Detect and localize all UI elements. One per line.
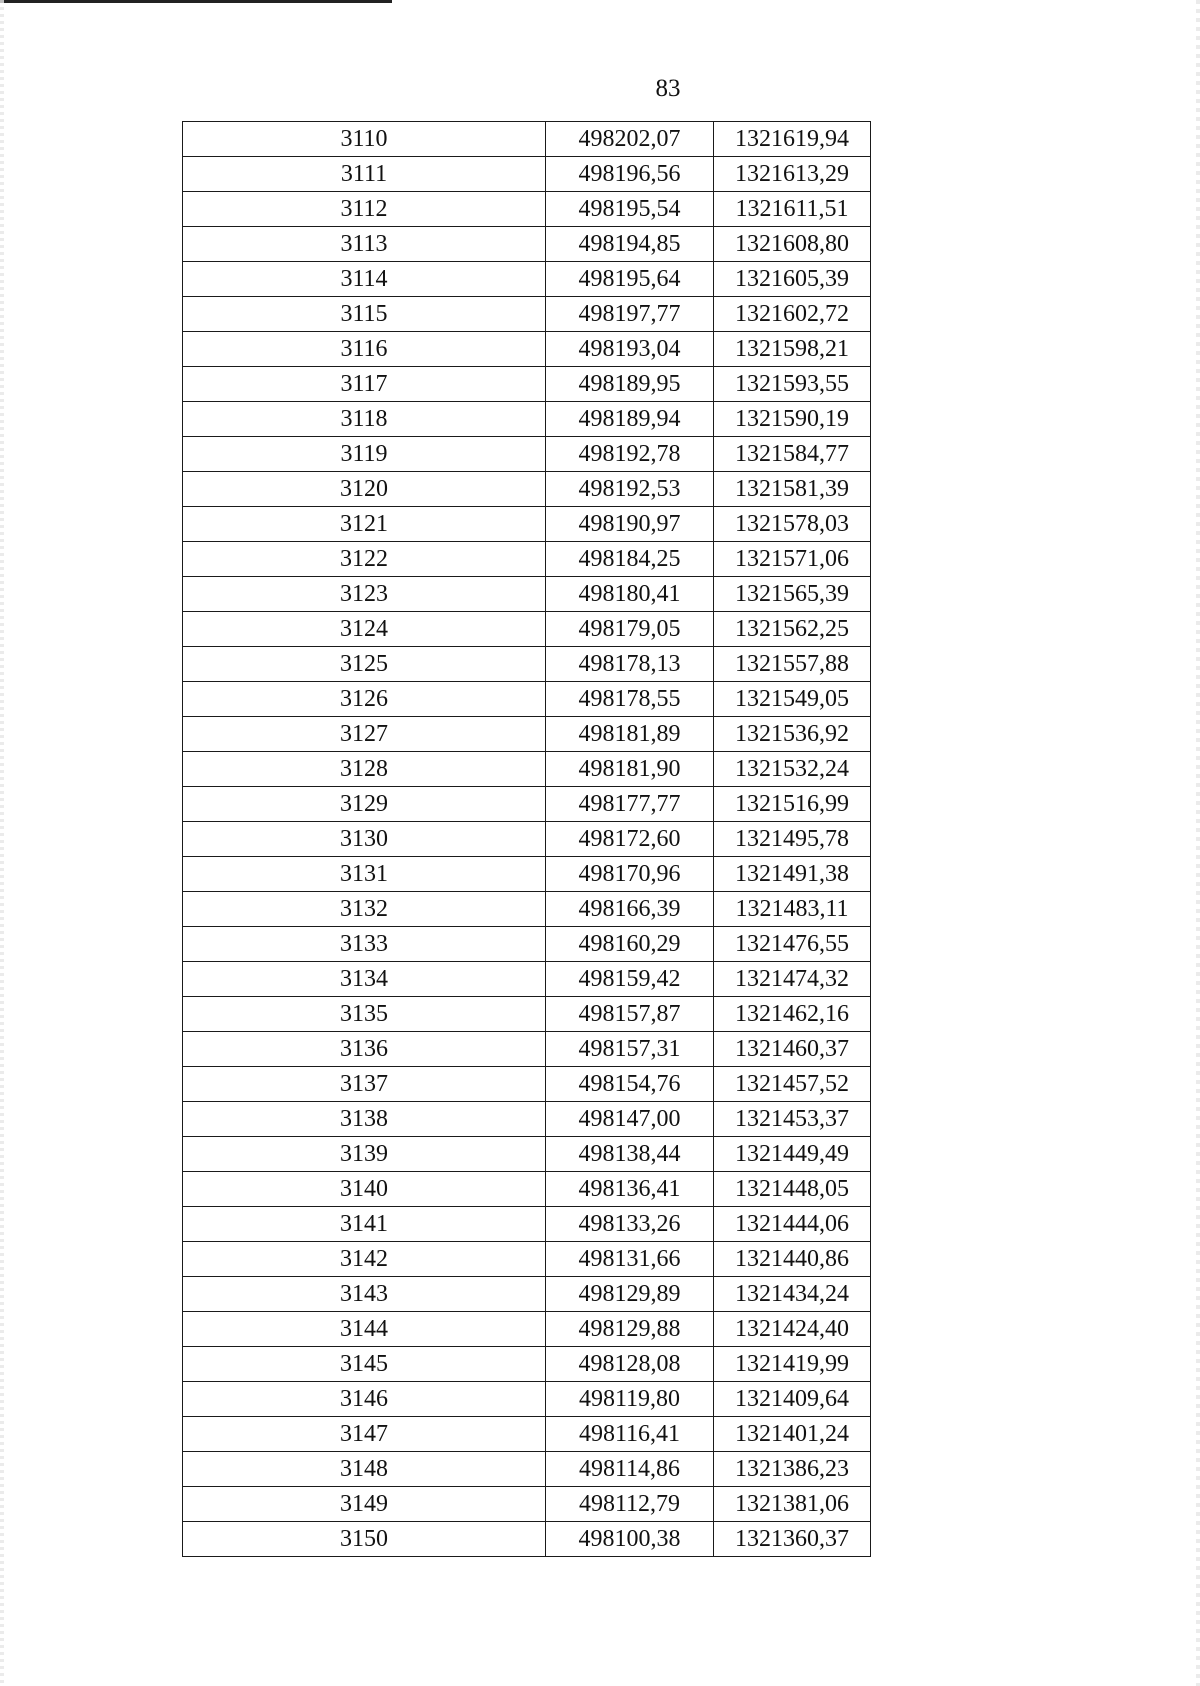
x-coordinate-cell: 498181,89 bbox=[546, 717, 714, 752]
table-row bbox=[183, 612, 871, 647]
table-row bbox=[183, 367, 871, 402]
x-coordinate-cell: 498184,25 bbox=[546, 542, 714, 577]
point-number-cell: 3126 bbox=[183, 682, 546, 717]
point-number-cell: 3110 bbox=[183, 122, 546, 157]
x-coordinate-cell: 498159,42 bbox=[546, 962, 714, 997]
point-number-cell: 3136 bbox=[183, 1032, 546, 1067]
table-row bbox=[183, 927, 871, 962]
y-coordinate-cell: 1321401,24 bbox=[714, 1417, 871, 1452]
point-number-cell: 3143 bbox=[183, 1277, 546, 1312]
point-number-cell: 3129 bbox=[183, 787, 546, 822]
x-coordinate-cell: 498128,08 bbox=[546, 1347, 714, 1382]
table-row bbox=[183, 997, 871, 1032]
table-row bbox=[183, 297, 871, 332]
table-row bbox=[183, 822, 871, 857]
table-row bbox=[183, 1417, 871, 1452]
table-row bbox=[183, 542, 871, 577]
point-number-cell: 3142 bbox=[183, 1242, 546, 1277]
table-row bbox=[183, 1032, 871, 1067]
point-number-cell: 3145 bbox=[183, 1347, 546, 1382]
table-row bbox=[183, 507, 871, 542]
table-row bbox=[183, 1102, 871, 1137]
scan-edge-right bbox=[1196, 0, 1200, 1686]
y-coordinate-cell: 1321584,77 bbox=[714, 437, 871, 472]
scan-edge-left bbox=[0, 0, 4, 1686]
point-number-cell: 3119 bbox=[183, 437, 546, 472]
point-number-cell: 3123 bbox=[183, 577, 546, 612]
y-coordinate-cell: 1321474,32 bbox=[714, 962, 871, 997]
point-number-cell: 3146 bbox=[183, 1382, 546, 1417]
point-number-cell: 3127 bbox=[183, 717, 546, 752]
x-coordinate-cell: 498172,60 bbox=[546, 822, 714, 857]
table-row bbox=[183, 1452, 871, 1487]
table-row bbox=[183, 227, 871, 262]
x-coordinate-cell: 498114,86 bbox=[546, 1452, 714, 1487]
table-row bbox=[183, 332, 871, 367]
header-rule bbox=[0, 0, 392, 3]
x-coordinate-cell: 498154,76 bbox=[546, 1067, 714, 1102]
x-coordinate-cell: 498178,13 bbox=[546, 647, 714, 682]
y-coordinate-cell: 1321381,06 bbox=[714, 1487, 871, 1522]
point-number-cell: 3135 bbox=[183, 997, 546, 1032]
table-row bbox=[183, 1277, 871, 1312]
point-number-cell: 3124 bbox=[183, 612, 546, 647]
x-coordinate-cell: 498196,56 bbox=[546, 157, 714, 192]
point-number-cell: 3113 bbox=[183, 227, 546, 262]
coordinates-table-body bbox=[183, 122, 871, 1557]
table-row bbox=[183, 1172, 871, 1207]
point-number-cell: 3114 bbox=[183, 262, 546, 297]
x-coordinate-cell: 498202,07 bbox=[546, 122, 714, 157]
x-coordinate-cell: 498157,87 bbox=[546, 997, 714, 1032]
y-coordinate-cell: 1321453,37 bbox=[714, 1102, 871, 1137]
y-coordinate-cell: 1321549,05 bbox=[714, 682, 871, 717]
point-number-cell: 3134 bbox=[183, 962, 546, 997]
point-number-cell: 3141 bbox=[183, 1207, 546, 1242]
y-coordinate-cell: 1321557,88 bbox=[714, 647, 871, 682]
x-coordinate-cell: 498192,53 bbox=[546, 472, 714, 507]
point-number-cell: 3150 bbox=[183, 1522, 546, 1557]
x-coordinate-cell: 498100,38 bbox=[546, 1522, 714, 1557]
table-row bbox=[183, 122, 871, 157]
y-coordinate-cell: 1321619,94 bbox=[714, 122, 871, 157]
y-coordinate-cell: 1321424,40 bbox=[714, 1312, 871, 1347]
y-coordinate-cell: 1321590,19 bbox=[714, 402, 871, 437]
y-coordinate-cell: 1321476,55 bbox=[714, 927, 871, 962]
x-coordinate-cell: 498112,79 bbox=[546, 1487, 714, 1522]
x-coordinate-cell: 498177,77 bbox=[546, 787, 714, 822]
y-coordinate-cell: 1321532,24 bbox=[714, 752, 871, 787]
point-number-cell: 3147 bbox=[183, 1417, 546, 1452]
point-number-cell: 3140 bbox=[183, 1172, 546, 1207]
point-number-cell: 3117 bbox=[183, 367, 546, 402]
y-coordinate-cell: 1321608,80 bbox=[714, 227, 871, 262]
table-row bbox=[183, 892, 871, 927]
table-row bbox=[183, 1242, 871, 1277]
table-row bbox=[183, 1137, 871, 1172]
point-number-cell: 3121 bbox=[183, 507, 546, 542]
y-coordinate-cell: 1321565,39 bbox=[714, 577, 871, 612]
table-row bbox=[183, 577, 871, 612]
y-coordinate-cell: 1321444,06 bbox=[714, 1207, 871, 1242]
table-row bbox=[183, 1522, 871, 1557]
point-number-cell: 3133 bbox=[183, 927, 546, 962]
x-coordinate-cell: 498131,66 bbox=[546, 1242, 714, 1277]
table-row bbox=[183, 752, 871, 787]
y-coordinate-cell: 1321386,23 bbox=[714, 1452, 871, 1487]
y-coordinate-cell: 1321360,37 bbox=[714, 1522, 871, 1557]
x-coordinate-cell: 498180,41 bbox=[546, 577, 714, 612]
y-coordinate-cell: 1321602,72 bbox=[714, 297, 871, 332]
y-coordinate-cell: 1321462,16 bbox=[714, 997, 871, 1032]
x-coordinate-cell: 498116,41 bbox=[546, 1417, 714, 1452]
table-row bbox=[183, 262, 871, 297]
y-coordinate-cell: 1321562,25 bbox=[714, 612, 871, 647]
x-coordinate-cell: 498197,77 bbox=[546, 297, 714, 332]
table-row bbox=[183, 647, 871, 682]
x-coordinate-cell: 498157,31 bbox=[546, 1032, 714, 1067]
y-coordinate-cell: 1321605,39 bbox=[714, 262, 871, 297]
x-coordinate-cell: 498178,55 bbox=[546, 682, 714, 717]
y-coordinate-cell: 1321457,52 bbox=[714, 1067, 871, 1102]
x-coordinate-cell: 498190,97 bbox=[546, 507, 714, 542]
point-number-cell: 3148 bbox=[183, 1452, 546, 1487]
y-coordinate-cell: 1321483,11 bbox=[714, 892, 871, 927]
y-coordinate-cell: 1321449,49 bbox=[714, 1137, 871, 1172]
table-row bbox=[183, 1487, 871, 1522]
x-coordinate-cell: 498119,80 bbox=[546, 1382, 714, 1417]
point-number-cell: 3137 bbox=[183, 1067, 546, 1102]
table-row bbox=[183, 962, 871, 997]
x-coordinate-cell: 498170,96 bbox=[546, 857, 714, 892]
point-number-cell: 3130 bbox=[183, 822, 546, 857]
y-coordinate-cell: 1321593,55 bbox=[714, 367, 871, 402]
y-coordinate-cell: 1321460,37 bbox=[714, 1032, 871, 1067]
table-row bbox=[183, 1382, 871, 1417]
point-number-cell: 3132 bbox=[183, 892, 546, 927]
x-coordinate-cell: 498189,94 bbox=[546, 402, 714, 437]
x-coordinate-cell: 498192,78 bbox=[546, 437, 714, 472]
point-number-cell: 3128 bbox=[183, 752, 546, 787]
point-number-cell: 3139 bbox=[183, 1137, 546, 1172]
y-coordinate-cell: 1321448,05 bbox=[714, 1172, 871, 1207]
page-number-container bbox=[0, 74, 1200, 104]
table-row bbox=[183, 717, 871, 752]
x-coordinate-cell: 498179,05 bbox=[546, 612, 714, 647]
point-number-cell: 3122 bbox=[183, 542, 546, 577]
x-coordinate-cell: 498189,95 bbox=[546, 367, 714, 402]
table-row bbox=[183, 1067, 871, 1102]
x-coordinate-cell: 498160,29 bbox=[546, 927, 714, 962]
x-coordinate-cell: 498181,90 bbox=[546, 752, 714, 787]
coordinates-table bbox=[182, 121, 871, 1557]
x-coordinate-cell: 498193,04 bbox=[546, 332, 714, 367]
y-coordinate-cell: 1321598,21 bbox=[714, 332, 871, 367]
table-row bbox=[183, 157, 871, 192]
y-coordinate-cell: 1321581,39 bbox=[714, 472, 871, 507]
table-row bbox=[183, 1207, 871, 1242]
x-coordinate-cell: 498195,54 bbox=[546, 192, 714, 227]
y-coordinate-cell: 1321440,86 bbox=[714, 1242, 871, 1277]
x-coordinate-cell: 498138,44 bbox=[546, 1137, 714, 1172]
y-coordinate-cell: 1321419,99 bbox=[714, 1347, 871, 1382]
point-number-cell: 3138 bbox=[183, 1102, 546, 1137]
page-number: 83 bbox=[655, 75, 681, 102]
table-row bbox=[183, 1312, 871, 1347]
table-row bbox=[183, 682, 871, 717]
table-row bbox=[183, 402, 871, 437]
point-number-cell: 3144 bbox=[183, 1312, 546, 1347]
point-number-cell: 3131 bbox=[183, 857, 546, 892]
y-coordinate-cell: 1321491,38 bbox=[714, 857, 871, 892]
point-number-cell: 3118 bbox=[183, 402, 546, 437]
y-coordinate-cell: 1321578,03 bbox=[714, 507, 871, 542]
x-coordinate-cell: 498195,64 bbox=[546, 262, 714, 297]
y-coordinate-cell: 1321613,29 bbox=[714, 157, 871, 192]
point-number-cell: 3111 bbox=[183, 157, 546, 192]
x-coordinate-cell: 498147,00 bbox=[546, 1102, 714, 1137]
table-row bbox=[183, 192, 871, 227]
point-number-cell: 3120 bbox=[183, 472, 546, 507]
point-number-cell: 3112 bbox=[183, 192, 546, 227]
y-coordinate-cell: 1321495,78 bbox=[714, 822, 871, 857]
point-number-cell: 3115 bbox=[183, 297, 546, 332]
x-coordinate-cell: 498129,88 bbox=[546, 1312, 714, 1347]
y-coordinate-cell: 1321571,06 bbox=[714, 542, 871, 577]
y-coordinate-cell: 1321536,92 bbox=[714, 717, 871, 752]
table-row bbox=[183, 787, 871, 822]
point-number-cell: 3116 bbox=[183, 332, 546, 367]
y-coordinate-cell: 1321409,64 bbox=[714, 1382, 871, 1417]
x-coordinate-cell: 498194,85 bbox=[546, 227, 714, 262]
y-coordinate-cell: 1321516,99 bbox=[714, 787, 871, 822]
x-coordinate-cell: 498133,26 bbox=[546, 1207, 714, 1242]
table-row bbox=[183, 1347, 871, 1382]
table-row bbox=[183, 857, 871, 892]
x-coordinate-cell: 498136,41 bbox=[546, 1172, 714, 1207]
point-number-cell: 3149 bbox=[183, 1487, 546, 1522]
table-row bbox=[183, 437, 871, 472]
point-number-cell: 3125 bbox=[183, 647, 546, 682]
table-row bbox=[183, 472, 871, 507]
y-coordinate-cell: 1321434,24 bbox=[714, 1277, 871, 1312]
x-coordinate-cell: 498166,39 bbox=[546, 892, 714, 927]
y-coordinate-cell: 1321611,51 bbox=[714, 192, 871, 227]
x-coordinate-cell: 498129,89 bbox=[546, 1277, 714, 1312]
